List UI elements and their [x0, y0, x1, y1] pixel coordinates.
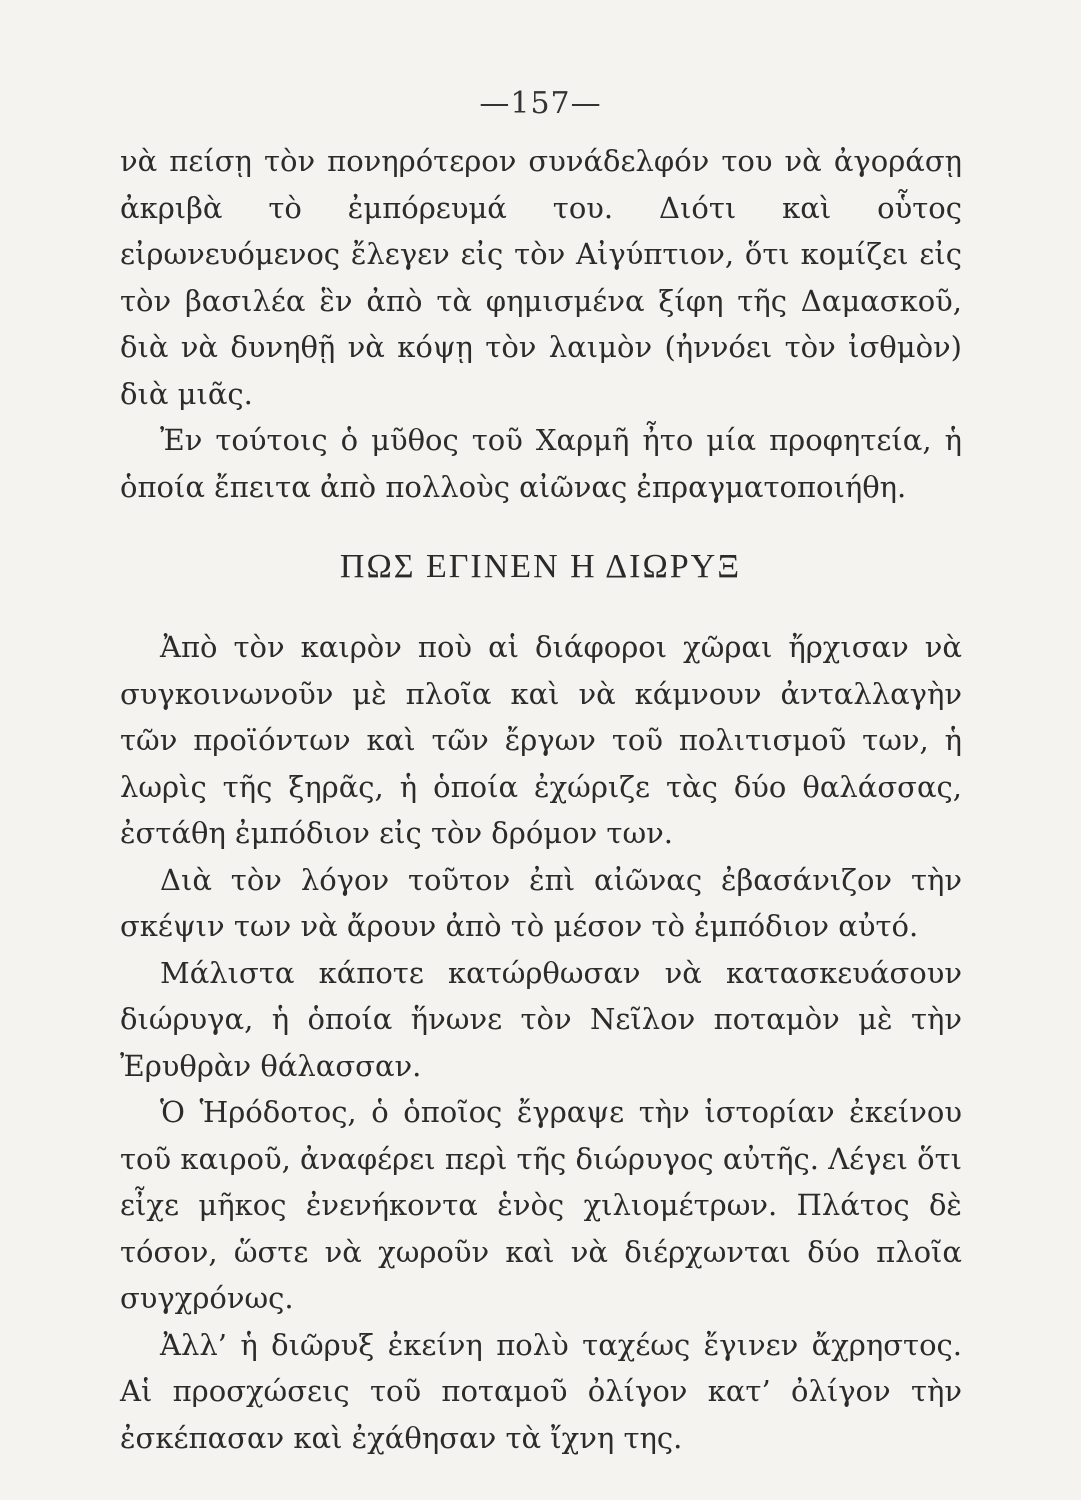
section-heading: ΠΩΣ ΕΓΙΝΕΝ Η ΔΙΩΡΥΞ — [339, 548, 742, 585]
page-number: —157— — [479, 86, 602, 121]
paragraph: Ἀπὸ τὸν καιρὸν ποὺ αἱ διάφοροι χῶραι ἤρχισαν νὰ συγκοινωνοῦν μὲ πλοῖα καὶ νὰ κάμνουν ἀνταλλαγὴν τῶν προϊόντων καὶ τῶν ἔργων τοῦ πολιτισμοῦ των, ἡ λωρὶς τῆς ξηρᾶς, ἡ ὁποία ἐχώριζε τὰς δύο θαλάσσας, ἐστάθη ἐμπόδιον εἰς τὸν δρόμον των. — [120, 630, 962, 850]
paragraph: νὰ πείσῃ τὸν πονηρότερον συνάδελφόν του νὰ ἀγοράσῃ ἀκριβὰ τὸ ἐμπόρευμά του. Διότι καὶ οὗτος εἰρωνευόμενος ἔλεγεν εἰς τὸν Αἰγύπτιον, ὅτι κομίζει εἰς τὸν βασιλέα ἓν ἀπὸ τὰ φημισμένα ξίφη τῆς Δαμασκοῦ, διὰ νὰ δυνηθῇ νὰ κόψῃ τὸν λαιμὸν (ἠννόει τὸν ἰσθμὸν) διὰ μιᾶς. — [120, 144, 962, 411]
paragraph: Ἐν τούτοις ὁ μῦθος τοῦ Χαρμῆ ἦτο μία προφητεία, ἡ ὁποία ἔπειτα ἀπὸ πολλοὺς αἰῶνας ἐπραγματοποιήθη. — [120, 423, 962, 504]
section-text — [120, 624, 962, 1461]
paragraph: Ἀλλ’ ἡ διῶρυξ ἐκείνη πολὺ ταχέως ἔγινεν ἄχρηστος. Αἱ προσχώσεις τοῦ ποταμοῦ ὀλίγον κατ’ ὀλίγον τὴν ἐσκέπασαν καὶ ἐχάθησαν τὰ ἴχνη της. — [120, 1327, 962, 1455]
continued-text — [120, 138, 962, 510]
paragraph: Μάλιστα κάποτε κατώρθωσαν νὰ κατασκευάσουν διώρυγα, ἡ ὁποία ἥνωνε τὸν Νεῖλον ποταμὸν μὲ τὴν Ἐρυθρὰν θάλασσαν. — [120, 955, 962, 1083]
paragraph: Διὰ τὸν λόγον τοῦτον ἐπὶ αἰῶνας ἐβασάνιζον τὴν σκέψιν των νὰ ἄρουν ἀπὸ τὸ μέσον τὸ ἐμπόδιον αὐτό. — [120, 862, 962, 943]
paragraph: Ὁ Ἡρόδοτος, ὁ ὁποῖος ἔγραψε τὴν ἱστορίαν ἐκείνου τοῦ καιροῦ, ἀναφέρει περὶ τῆς διώρυγος αὐτῆς. Λέγει ὅτι εἶχε μῆκος ἐνενήκοντα ἑνὸς χιλιομέτρων. Πλάτος δὲ τόσον, ὥστε νὰ χωροῦν καὶ νὰ διέρχωνται δύο πλοῖα συγχρόνως. — [120, 1095, 962, 1315]
